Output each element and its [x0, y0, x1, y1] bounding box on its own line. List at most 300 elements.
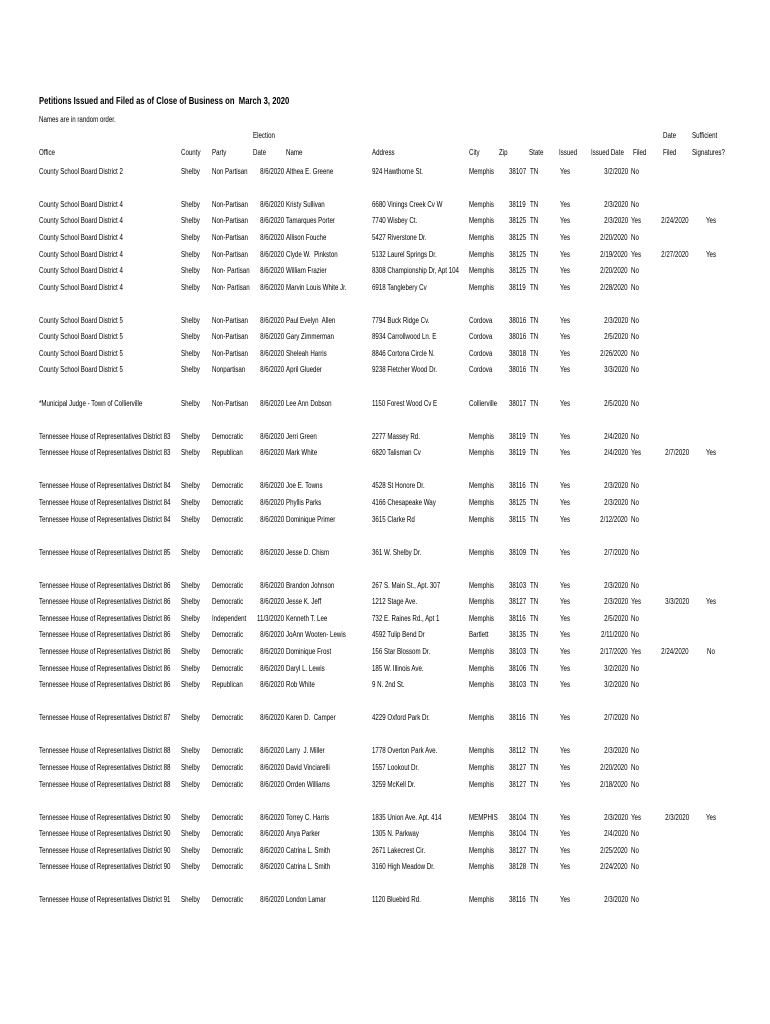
- cell-filed: No: [631, 199, 639, 209]
- table-row: [0, 512, 770, 529]
- cell-address: 6820 Talisman Cv: [372, 448, 421, 458]
- table-row: [0, 843, 770, 860]
- cell-filed: No: [631, 762, 639, 772]
- table-row: [0, 230, 770, 247]
- cell-filed: No: [631, 282, 639, 292]
- cell-name: Gary Zimmerman: [286, 332, 334, 342]
- cell-party: Non-Partisan: [212, 348, 248, 358]
- cell-party: Democratic: [212, 746, 244, 756]
- cell-issued: Yes: [560, 332, 571, 342]
- column-header-sufficient: Sufficient: [692, 131, 718, 140]
- cell-zip: 38127: [509, 845, 527, 855]
- cell-zip: 38017: [509, 398, 527, 408]
- group-spacer: [0, 296, 770, 313]
- cell-name: Jesse D. Chism: [286, 547, 330, 557]
- cell-name: Jerri Green: [286, 431, 317, 441]
- cell-issued-date: 2/7/2020: [604, 547, 628, 557]
- cell-address: 1150 Forest Wood Cv E: [372, 398, 438, 408]
- cell-name: Dominique Frost: [286, 647, 332, 656]
- cell-election-date: 8/6/2020: [260, 199, 284, 209]
- table-row: [0, 197, 770, 214]
- group-spacer: [0, 694, 770, 711]
- cell-election-date: 8/6/2020: [260, 829, 284, 839]
- table-row: [0, 627, 770, 644]
- cell-filed: No: [631, 713, 639, 723]
- cell-office: County School Board District 5: [39, 348, 123, 358]
- cell-city: Memphis: [469, 282, 494, 292]
- cell-zip: 38103: [509, 680, 527, 690]
- cell-state: TN: [530, 613, 539, 623]
- group-spacer: [0, 412, 770, 429]
- cell-name: Allison Fouche: [286, 232, 327, 242]
- cell-election-date: 8/6/2020: [260, 680, 284, 690]
- cell-address: 8846 Cortona Circle N.: [372, 348, 435, 358]
- cell-county: Shelby: [181, 580, 200, 590]
- cell-name: David Vinciarelli: [286, 762, 330, 772]
- cell-county: Shelby: [181, 315, 200, 325]
- cell-name: JoAnn Wooten- Lewis: [286, 630, 346, 640]
- cell-issued: Yes: [560, 497, 571, 507]
- cell-city: Cordova: [469, 315, 493, 325]
- group-spacer: [0, 727, 770, 744]
- cell-filed: Yes: [631, 448, 642, 458]
- cell-filed: No: [631, 514, 639, 524]
- cell-address: 3615 Clarke Rd: [372, 514, 415, 524]
- cell-state: TN: [530, 216, 539, 226]
- cell-state: TN: [530, 630, 539, 640]
- cell-issued-date: 2/3/2020: [604, 199, 628, 209]
- cell-city: Memphis: [469, 647, 494, 656]
- cell-address: 1778 Overton Park Ave.: [372, 746, 438, 756]
- cell-name: Clyde W. Pinkston: [286, 249, 338, 259]
- table-row: [0, 495, 770, 512]
- cell-election-date: 8/6/2020: [260, 597, 284, 607]
- cell-state: TN: [530, 497, 539, 507]
- cell-party: Democratic: [212, 862, 244, 872]
- cell-name: Orrden Williams: [286, 779, 330, 789]
- cell-issued-date: 2/3/2020: [604, 481, 628, 491]
- cell-county: Shelby: [181, 282, 200, 292]
- cell-filed: No: [631, 613, 639, 623]
- cell-election-date: 8/6/2020: [260, 348, 284, 358]
- cell-office: Tennessee House of Representatives District 86: [39, 647, 171, 656]
- cell-state: TN: [530, 779, 539, 789]
- cell-name: London Lamar: [286, 895, 326, 905]
- column-header-party: Party: [212, 148, 227, 157]
- cell-party: Democratic: [212, 845, 244, 855]
- cell-county: Shelby: [181, 812, 200, 822]
- cell-office: Tennessee House of Representatives District 90: [39, 812, 171, 822]
- cell-issued: Yes: [560, 431, 571, 441]
- cell-office: Tennessee House of Representatives District 88: [39, 762, 171, 772]
- cell-state: TN: [530, 713, 539, 723]
- cell-state: TN: [530, 199, 539, 209]
- cell-zip: 38107: [509, 166, 527, 176]
- cell-filed: No: [631, 845, 639, 855]
- cell-party: Democratic: [212, 762, 244, 772]
- cell-party: Democratic: [212, 547, 244, 557]
- cell-zip: 38103: [509, 580, 527, 590]
- cell-zip: 38016: [509, 365, 527, 375]
- column-header-state: State: [529, 148, 544, 157]
- cell-address: 5132 Laurel Springs Dr.: [372, 249, 437, 259]
- cell-sufficient: Yes: [705, 216, 717, 226]
- cell-office: County School Board District 5: [39, 365, 123, 375]
- column-header-election: Election: [253, 131, 275, 140]
- cell-election-date: 8/6/2020: [260, 547, 284, 557]
- cell-zip: 38116: [509, 481, 526, 491]
- cell-issued-date: 2/7/2020: [604, 713, 628, 723]
- cell-county: Shelby: [181, 348, 200, 358]
- cell-issued: Yes: [560, 232, 571, 242]
- table-row: [0, 429, 770, 446]
- cell-party: Democratic: [212, 713, 244, 723]
- cell-office: County School Board District 4: [39, 266, 123, 276]
- cell-filed: Yes: [631, 647, 642, 656]
- cell-party: Non-Partisan: [212, 216, 248, 226]
- cell-zip: 38016: [509, 332, 527, 342]
- group-spacer: [0, 180, 770, 197]
- column-header-row-top: [0, 130, 770, 142]
- cell-name: April Glueder: [286, 365, 322, 375]
- table-row: [0, 611, 770, 628]
- cell-county: Shelby: [181, 746, 200, 756]
- cell-filed: No: [631, 895, 639, 905]
- cell-issued-date: 2/4/2020: [604, 829, 628, 839]
- cell-zip: 38116: [509, 713, 526, 723]
- cell-county: Shelby: [181, 829, 200, 839]
- cell-zip: 38115: [509, 514, 526, 524]
- cell-party: Democratic: [212, 630, 244, 640]
- cell-issued-date: 3/2/2020: [604, 166, 628, 176]
- cell-state: TN: [530, 315, 539, 325]
- cell-issued-date: 3/2/2020: [604, 663, 628, 673]
- table-row: [0, 213, 770, 230]
- cell-filed: No: [631, 497, 639, 507]
- cell-city: Memphis: [469, 547, 494, 557]
- cell-state: TN: [530, 862, 539, 872]
- table-row: [0, 164, 770, 181]
- cell-filed: No: [631, 166, 639, 176]
- cell-office: County School Board District 5: [39, 315, 123, 325]
- cell-city: Memphis: [469, 663, 494, 673]
- cell-county: Shelby: [181, 597, 200, 607]
- cell-address: 1835 Union Ave. Apt. 414: [372, 812, 442, 822]
- cell-issued: Yes: [560, 365, 571, 375]
- cell-office: County School Board District 4: [39, 232, 123, 242]
- cell-county: Shelby: [181, 166, 200, 176]
- cell-city: Memphis: [469, 448, 494, 458]
- cell-party: Democratic: [212, 514, 244, 524]
- cell-state: TN: [530, 348, 539, 358]
- cell-issued: Yes: [560, 630, 571, 640]
- cell-office: Tennessee House of Representatives District 86: [39, 613, 171, 623]
- cell-issued-date: 2/4/2020: [604, 448, 628, 458]
- cell-issued-date: 2/3/2020: [604, 216, 628, 226]
- cell-office: Tennessee House of Representatives District 86: [39, 680, 171, 690]
- table-row: [0, 362, 770, 379]
- table-row: [0, 810, 770, 827]
- cell-office: County School Board District 4: [39, 216, 123, 226]
- cell-issued-date: 2/3/2020: [604, 895, 628, 905]
- cell-city: Memphis: [469, 613, 494, 623]
- cell-name: Dominique Primer: [286, 514, 336, 524]
- cell-party: Democratic: [212, 779, 244, 789]
- cell-county: Shelby: [181, 845, 200, 855]
- cell-filed: No: [631, 332, 639, 342]
- cell-filed: No: [631, 398, 639, 408]
- cell-name: Daryl L. Lewis: [286, 663, 325, 673]
- cell-office: Tennessee House of Representatives District 88: [39, 779, 171, 789]
- cell-issued: Yes: [560, 199, 571, 209]
- cell-office: Tennessee House of Representatives District 86: [39, 597, 171, 607]
- cell-county: Shelby: [181, 713, 200, 723]
- cell-issued-date: 2/3/2020: [604, 746, 628, 756]
- column-header-date-filed: Filed: [663, 148, 677, 157]
- cell-address: 7740 Wisbey Ct.: [372, 216, 418, 226]
- cell-address: 6680 Vinings Creek Cv W: [372, 199, 443, 209]
- cell-city: Bartlett: [469, 630, 489, 640]
- cell-date-filed: 3/3/2020: [665, 597, 689, 607]
- cell-name: Sheleah Harris: [286, 348, 327, 358]
- cell-city: Memphis: [469, 497, 494, 507]
- cell-filed: No: [631, 663, 639, 673]
- cell-address: 7794 Buck Ridge Cv.: [372, 315, 430, 325]
- cell-issued-date: 2/4/2020: [604, 431, 628, 441]
- cell-county: Shelby: [181, 647, 200, 656]
- cell-zip: 38116: [509, 895, 526, 905]
- cell-address: 1120 Bluebird Rd.: [372, 895, 421, 905]
- cell-address: 185 W. Illinois Ave.: [372, 663, 424, 673]
- cell-issued: Yes: [560, 448, 571, 458]
- cell-issued-date: 2/5/2020: [604, 613, 628, 623]
- cell-name: Marvin Louis White Jr.: [286, 282, 347, 292]
- cell-state: TN: [530, 431, 539, 441]
- table-row: [0, 892, 770, 909]
- cell-state: TN: [530, 746, 539, 756]
- cell-city: MEMPHIS: [469, 812, 498, 822]
- table-row: [0, 313, 770, 330]
- cell-zip: 38127: [509, 597, 527, 607]
- cell-party: Democratic: [212, 431, 244, 441]
- cell-issued-date: 2/26/2020: [600, 348, 628, 358]
- cell-name: Karen D. Camper: [286, 713, 336, 723]
- cell-issued-date: 2/3/2020: [604, 497, 628, 507]
- cell-filed: No: [631, 630, 639, 640]
- cell-issued: Yes: [560, 597, 571, 607]
- cell-election-date: 8/6/2020: [260, 663, 284, 673]
- cell-election-date: 8/6/2020: [260, 448, 284, 458]
- cell-office: Tennessee House of Representatives District 84: [39, 514, 171, 524]
- cell-filed: No: [631, 266, 639, 276]
- cell-filed: No: [631, 862, 639, 872]
- cell-address: 4166 Chesapeake Way: [372, 497, 436, 507]
- column-header-issued-date: Issued Date: [591, 148, 624, 157]
- cell-office: *Municipal Judge - Town of Collierville: [39, 398, 143, 408]
- cell-name: Brandon Johnson: [286, 580, 335, 590]
- group-spacer: [0, 561, 770, 578]
- cell-issued-date: 2/19/2020: [600, 249, 628, 259]
- cell-city: Memphis: [469, 862, 494, 872]
- cell-city: Collierville: [469, 398, 498, 408]
- cell-issued: Yes: [560, 481, 571, 491]
- cell-city: Memphis: [469, 597, 494, 607]
- cell-address: 8934 Carrollwood Ln. E: [372, 332, 437, 342]
- cell-city: Memphis: [469, 166, 494, 176]
- cell-city: Memphis: [469, 829, 494, 839]
- cell-issued-date: 2/3/2020: [604, 580, 628, 590]
- cell-state: TN: [530, 580, 539, 590]
- column-header-address: Address: [372, 148, 395, 157]
- cell-county: Shelby: [181, 779, 200, 789]
- cell-party: Non- Partisan: [212, 266, 250, 276]
- cell-election-date: 8/6/2020: [260, 266, 284, 276]
- column-header-signatures: Signatures?: [692, 148, 725, 157]
- cell-party: Non-Partisan: [212, 315, 248, 325]
- table-row: [0, 329, 770, 346]
- cell-election-date: 11/3/2020: [257, 613, 284, 623]
- cell-issued: Yes: [560, 845, 571, 855]
- cell-election-date: 8/6/2020: [260, 630, 284, 640]
- cell-office: Tennessee House of Representatives District 84: [39, 497, 171, 507]
- cell-name: Jesse K. Jeff: [286, 597, 322, 607]
- table-row: [0, 263, 770, 280]
- cell-office: Tennessee House of Representatives District 84: [39, 481, 171, 491]
- column-header-office: Office: [39, 148, 55, 157]
- cell-office: Tennessee House of Representatives District 90: [39, 845, 171, 855]
- cell-state: TN: [530, 680, 539, 690]
- cell-sufficient: Yes: [705, 812, 717, 822]
- cell-zip: 38127: [509, 779, 527, 789]
- cell-party: Democratic: [212, 580, 244, 590]
- cell-city: Memphis: [469, 895, 494, 905]
- cell-county: Shelby: [181, 663, 200, 673]
- cell-zip: 38135: [509, 630, 527, 640]
- cell-filed: No: [631, 779, 639, 789]
- cell-name: Tamarques Porter: [286, 216, 335, 226]
- cell-election-date: 8/6/2020: [260, 249, 284, 259]
- cell-zip: 38119: [509, 448, 526, 458]
- cell-city: Memphis: [469, 779, 494, 789]
- cell-party: Democratic: [212, 895, 244, 905]
- cell-name: Joe E. Towns: [286, 481, 323, 491]
- cell-issued-date: 2/20/2020: [600, 762, 628, 772]
- cell-filed: No: [631, 829, 639, 839]
- cell-issued-date: 2/17/2020: [600, 647, 628, 656]
- cell-county: Shelby: [181, 613, 200, 623]
- cell-party: Democratic: [212, 497, 244, 507]
- cell-city: Memphis: [469, 266, 494, 276]
- cell-address: 6918 Tanglebery Cv: [372, 282, 427, 292]
- cell-party: Democratic: [212, 481, 244, 491]
- cell-filed: No: [631, 547, 639, 557]
- cell-filed: Yes: [631, 812, 642, 822]
- cell-county: Shelby: [181, 547, 200, 557]
- cell-county: Shelby: [181, 762, 200, 772]
- cell-address: 4229 Oxford Park Dr.: [372, 713, 430, 723]
- cell-issued: Yes: [560, 746, 571, 756]
- cell-address: 3160 High Meadow Dr.: [372, 862, 435, 872]
- cell-city: Cordova: [469, 332, 493, 342]
- cell-office: Tennessee House of Representatives District 85: [39, 547, 171, 557]
- cell-state: TN: [530, 481, 539, 491]
- cell-office: County School Board District 4: [39, 282, 123, 292]
- group-spacer: [0, 528, 770, 545]
- cell-zip: 38104: [509, 812, 527, 822]
- cell-office: Tennessee House of Representatives District 83: [39, 448, 171, 458]
- cell-state: TN: [530, 647, 539, 656]
- cell-name: Torrey C. Harris: [286, 812, 330, 822]
- cell-county: Shelby: [181, 199, 200, 209]
- cell-election-date: 8/6/2020: [260, 332, 284, 342]
- cell-office: County School Board District 5: [39, 332, 123, 342]
- cell-state: TN: [530, 266, 539, 276]
- table-row: [0, 247, 770, 264]
- cell-issued-date: 2/25/2020: [600, 845, 628, 855]
- cell-name: Kenneth T. Lee: [286, 613, 328, 623]
- table-row: [0, 644, 770, 661]
- cell-election-date: 8/6/2020: [260, 862, 284, 872]
- cell-party: Democratic: [212, 647, 244, 656]
- cell-issued: Yes: [560, 266, 571, 276]
- group-spacer: [0, 793, 770, 810]
- cell-county: Shelby: [181, 266, 200, 276]
- cell-issued: Yes: [560, 862, 571, 872]
- cell-office: Tennessee House of Representatives District 90: [39, 862, 171, 872]
- cell-sufficient: No: [707, 647, 715, 656]
- cell-zip: 38125: [509, 232, 527, 242]
- table-row: [0, 346, 770, 363]
- cell-election-date: 8/6/2020: [260, 762, 284, 772]
- cell-address: 2671 Lakecrest Cir.: [372, 845, 426, 855]
- cell-name: Kristy Sullivan: [286, 199, 325, 209]
- table-row: [0, 743, 770, 760]
- cell-election-date: 8/6/2020: [260, 895, 284, 905]
- cell-issued: Yes: [560, 282, 571, 292]
- cell-filed: No: [631, 232, 639, 242]
- column-header-city: City: [469, 148, 480, 157]
- cell-party: Republican: [212, 448, 243, 458]
- cell-office: Tennessee House of Representatives District 86: [39, 663, 171, 673]
- cell-county: Shelby: [181, 232, 200, 242]
- cell-zip: 38018: [509, 348, 527, 358]
- cell-address: 924 Hawthorne St.: [372, 166, 424, 176]
- cell-zip: 38125: [509, 249, 527, 259]
- cell-office: Tennessee House of Representatives District 91: [39, 895, 171, 905]
- cell-state: TN: [530, 663, 539, 673]
- cell-county: Shelby: [181, 398, 200, 408]
- cell-name: Rob White: [286, 680, 315, 690]
- cell-state: TN: [530, 895, 539, 905]
- cell-address: 2277 Massey Rd.: [372, 431, 420, 441]
- table-row: [0, 777, 770, 794]
- cell-county: Shelby: [181, 332, 200, 342]
- table-row: [0, 445, 770, 462]
- cell-party: Democratic: [212, 812, 244, 822]
- column-header-election-date: Date: [253, 148, 267, 157]
- cell-state: TN: [530, 812, 539, 822]
- cell-state: TN: [530, 232, 539, 242]
- table-row: [0, 760, 770, 777]
- cell-state: TN: [530, 332, 539, 342]
- cell-election-date: 8/6/2020: [260, 647, 284, 656]
- cell-city: Memphis: [469, 481, 494, 491]
- cell-issued: Yes: [560, 613, 571, 623]
- cell-party: Nonpartisan: [212, 365, 246, 375]
- cell-filed: No: [631, 315, 639, 325]
- cell-issued-date: 3/3/2020: [604, 365, 628, 375]
- petitions-table-body: [0, 164, 770, 909]
